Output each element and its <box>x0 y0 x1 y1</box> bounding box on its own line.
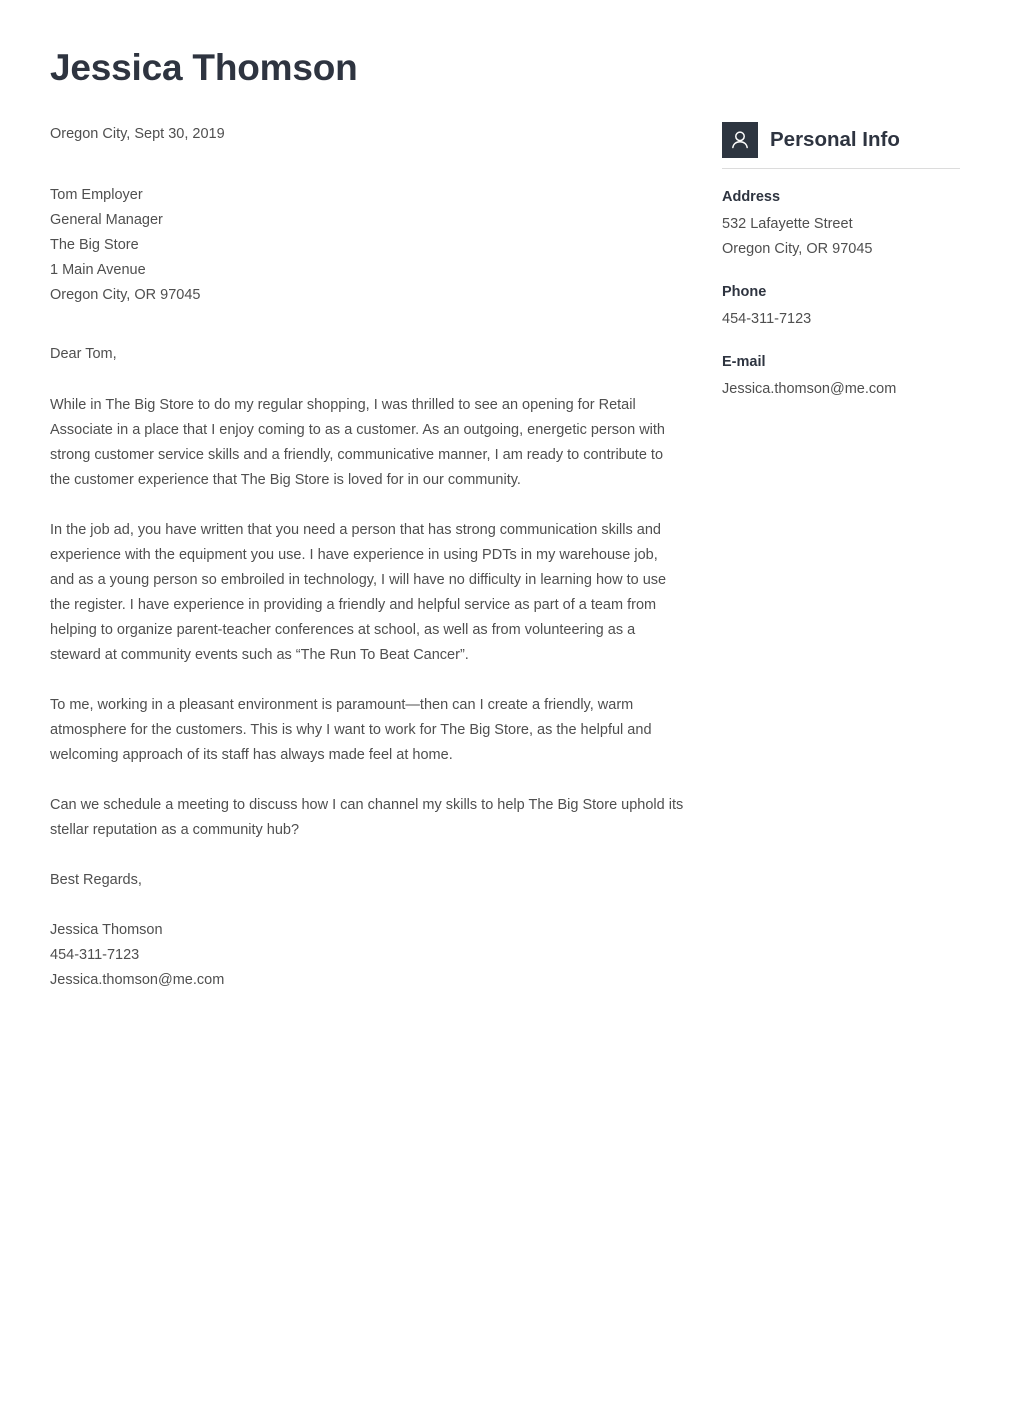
field-value: Jessica.thomson@me.com <box>722 381 897 397</box>
field-value: 454-311-7123 <box>722 311 812 327</box>
recipient-line: 1 Main Avenue <box>50 262 146 278</box>
field-label: Phone <box>722 284 767 300</box>
signature-phone: 454-311-7123 <box>50 947 140 963</box>
field-label: E-mail <box>722 354 766 370</box>
body-paragraph: While in The Big Store to do my regular shopping, I was thrilled to see an opening for Retail Associate in a place that I enjoy coming to as a customer. As an outgoing, energetic person with strong customer service skills and a friendly, communicative manner, I am ready to contribute to the customer experience that The Big Store is loved for in our community. <box>50 397 665 488</box>
field-group-email <box>722 351 960 402</box>
letter-body <box>50 123 684 993</box>
field-group-address <box>722 186 960 262</box>
body-paragraph: Can we schedule a meeting to discuss how I can channel my skills to help The Big Store uphold its stellar reputation as a community hub? <box>50 797 684 838</box>
personal-info-fields <box>722 186 960 402</box>
personal-info-title: Personal Info <box>770 128 900 151</box>
signature-email: Jessica.thomson@me.com <box>50 972 225 988</box>
letter-header <box>50 44 750 92</box>
body-paragraph: To me, working in a pleasant environment is paramount—then can I create a friendly, warm atmosphere for the customers. This is why I want to work for The Big Store, as the helpful and welcoming approach of its staff has always made feel at home. <box>50 697 652 763</box>
personal-info-header <box>722 122 960 169</box>
signature-block <box>50 918 684 993</box>
recipient-address-block <box>50 183 684 308</box>
personal-info-sidebar <box>722 122 960 402</box>
salutation: Dear Tom, <box>50 346 117 362</box>
field-label: Address <box>722 189 781 205</box>
body-paragraph: In the job ad, you have written that you need a person that has strong communication skills and experience with the equipment you use. I have experience in using PDTs in my warehouse job, and as a young person so embroiled in technology, I will have no difficulty in learning how to use the register. I have experience in providing a friendly and helpful service as part of a team from helping to organize parent-teacher conferences at school, as well as from volunteering as a steward at community events such as “The Run To Beat Cancer”. <box>50 522 667 663</box>
recipient-line: Tom Employer <box>50 187 143 203</box>
field-value: 532 Lafayette Street <box>722 216 853 232</box>
field-value: Oregon City, OR 97045 <box>722 241 873 257</box>
signature-name: Jessica Thomson <box>50 922 163 938</box>
date-line: Oregon City, Sept 30, 2019 <box>50 126 225 142</box>
user-icon <box>722 122 758 158</box>
candidate-name: Jessica Thomson <box>50 47 358 88</box>
field-group-phone <box>722 281 960 332</box>
recipient-line: Oregon City, OR 97045 <box>50 287 201 303</box>
recipient-line: General Manager <box>50 212 163 228</box>
closing-line: Best Regards, <box>50 872 142 888</box>
recipient-line: The Big Store <box>50 237 139 253</box>
